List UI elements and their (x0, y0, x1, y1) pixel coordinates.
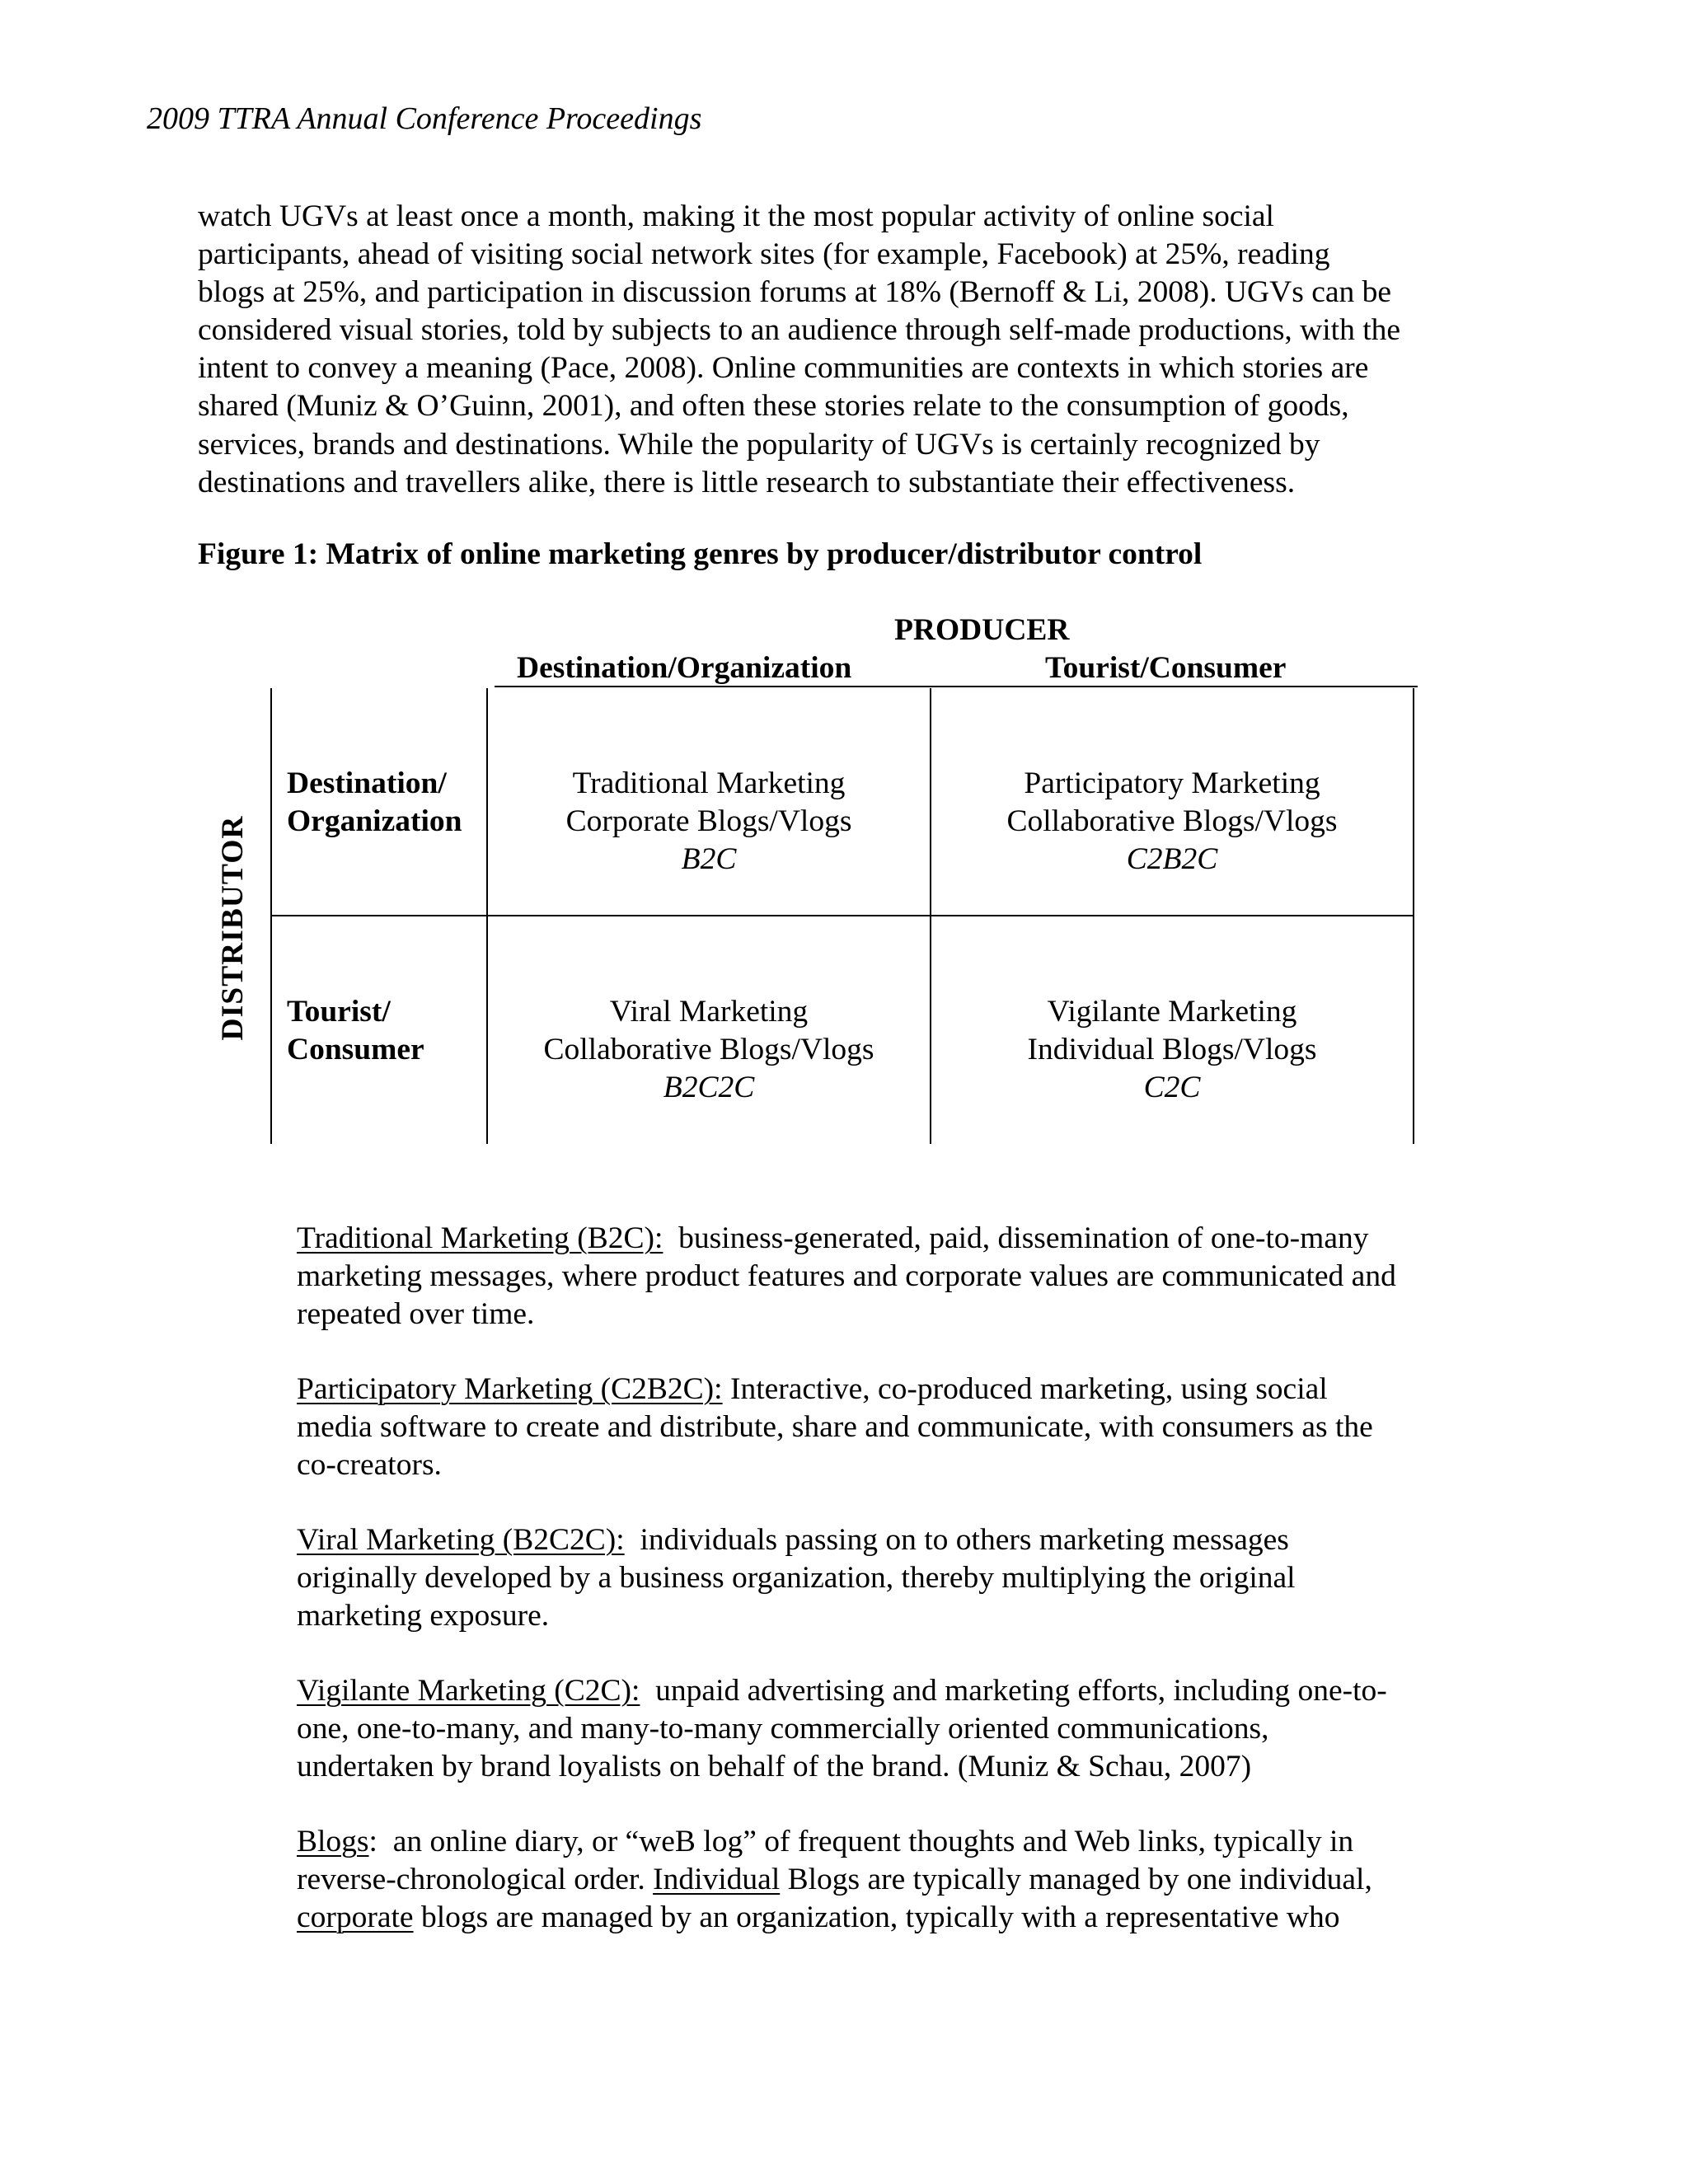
definition-participatory-marketing (297, 1371, 1484, 1484)
definition-term: Participatory Marketing (C2B2C): (297, 1372, 723, 1406)
matrix-cell-traditional-marketing (488, 765, 930, 879)
paragraph-line: intent to convey a meaning (Pace, 2008). Online communities are contexts in which stories are (198, 351, 1369, 386)
row-label-line: Tourist/ (287, 995, 391, 1029)
cell-title: Viral Marketing (609, 995, 809, 1029)
definition-text: business-generated, paid, dissemination of one-to-many (663, 1221, 1369, 1255)
definition-blogs (297, 1823, 1484, 1937)
cell-title: Participatory Marketing (1024, 766, 1320, 800)
cell-subtitle: Corporate Blogs/Vlogs (565, 804, 852, 838)
cell-code: C2C (1143, 1071, 1201, 1104)
cell-title: Vigilante Marketing (1047, 995, 1297, 1029)
definition-text: blogs are managed by an organization, typically with a representative who (413, 1900, 1340, 1934)
paragraph-line: considered visual stories, told by subjects to an audience through self-made productions, with the (198, 313, 1401, 348)
cell-code: B2C2C (663, 1071, 755, 1104)
row-label-line: Consumer (287, 1033, 424, 1066)
definition-line: co-creators. (297, 1448, 442, 1482)
matrix-cell-vigilante-marketing (931, 993, 1413, 1107)
definition-line: originally developed by a business organization, thereby multiplying the original (297, 1561, 1296, 1595)
cell-subtitle: Collaborative Blogs/Vlogs (543, 1033, 874, 1066)
definition-line: marketing exposure. (297, 1599, 550, 1633)
definition-text: : an online diary, or “weB log” of frequent thoughts and Web links, typically in (368, 1825, 1354, 1858)
definition-line (297, 1672, 1484, 1710)
paragraph-line: blogs at 25%, and participation in discussion forums at 18% (Bernoff & Li, 2008). UGVs can be (198, 275, 1391, 310)
running-header: 2009 TTRA Annual Conference Proceedings (147, 101, 702, 136)
definition-viral-marketing (297, 1521, 1484, 1635)
definition-text: individuals passing on to others marketing messages (624, 1523, 1289, 1557)
matrix-cell-viral-marketing (488, 993, 930, 1107)
row-label-destination-organization (287, 765, 462, 841)
definition-line: one, one-to-many, and many-to-many commercially oriented communications, (297, 1712, 1269, 1746)
paragraph-line: watch UGVs at least once a month, making it the most popular activity of online social (198, 199, 1274, 233)
cell-subtitle: Individual Blogs/Vlogs (1027, 1033, 1317, 1066)
definition-term: Vigilante Marketing (C2C): (297, 1674, 640, 1708)
definition-line (297, 1220, 1484, 1258)
cell-code: B2C (681, 842, 737, 876)
definition-line: media software to create and distribute, share and communicate, with consumers as the (297, 1410, 1373, 1444)
definition-line: repeated over time. (297, 1297, 535, 1331)
cell-title: Traditional Marketing (572, 766, 846, 800)
definition-line (297, 1823, 1484, 1861)
definition-vigilante-marketing (297, 1672, 1484, 1786)
figure-caption: Figure 1: Matrix of online marketing genres by producer/distributor control (198, 537, 1203, 571)
column-header-tourist-consumer: Tourist/Consumer (1045, 651, 1287, 685)
definition-line: undertaken by brand loyalists on behalf of the brand. (Muniz & Schau, 2007) (297, 1750, 1252, 1783)
row-label-line: Organization (287, 804, 462, 838)
definition-emphasis: Individual (653, 1863, 781, 1896)
definition-line (297, 1371, 1484, 1408)
definition-traditional-marketing (297, 1220, 1484, 1333)
definition-text: Blogs are typically managed by one individual, (780, 1863, 1372, 1896)
distributor-axis-label: DISTRIBUTOR (216, 815, 250, 1041)
row-label-line: Destination/ (287, 766, 447, 800)
definition-term: Traditional Marketing (B2C): (297, 1221, 663, 1255)
producer-axis-label: PRODUCER (894, 613, 1070, 647)
cell-code: C2B2C (1126, 842, 1218, 876)
paragraph-line: destinations and travellers alike, there is little research to substantiate their effectiveness. (198, 465, 1296, 499)
definition-line (297, 1899, 1484, 1937)
definition-line (297, 1521, 1484, 1559)
paragraph-line: shared (Muniz & O’Guinn, 2001), and often these stories relate to the consumption of goods, (198, 389, 1349, 424)
column-header-underline (495, 686, 1418, 687)
paragraph-line: services, brands and destinations. While the popularity of UGVs is certainly recognized by (198, 427, 1320, 462)
definition-text: reverse-chronological order. (297, 1863, 654, 1896)
definition-text: Interactive, co-produced marketing, using social (722, 1372, 1328, 1406)
cell-subtitle: Collaborative Blogs/Vlogs (1006, 804, 1338, 838)
intro-paragraph (198, 198, 1500, 502)
definition-line (297, 1861, 1484, 1899)
grid-line-row-divider (272, 915, 1414, 916)
column-header-destination-organization: Destination/Organization (517, 651, 852, 685)
paragraph-line: participants, ahead of visiting social network sites (for example, Facebook) at 25%, reading (198, 237, 1330, 272)
matrix-cell-participatory-marketing (931, 765, 1413, 879)
definition-text: unpaid advertising and marketing efforts, including one-to- (640, 1674, 1387, 1708)
definition-term: Viral Marketing (B2C2C): (297, 1523, 625, 1557)
row-label-tourist-consumer (287, 993, 424, 1069)
definition-term: Blogs (297, 1825, 369, 1858)
definition-line: marketing messages, where product features and corporate values are communicated and (297, 1259, 1396, 1293)
definition-emphasis: corporate (297, 1900, 414, 1934)
